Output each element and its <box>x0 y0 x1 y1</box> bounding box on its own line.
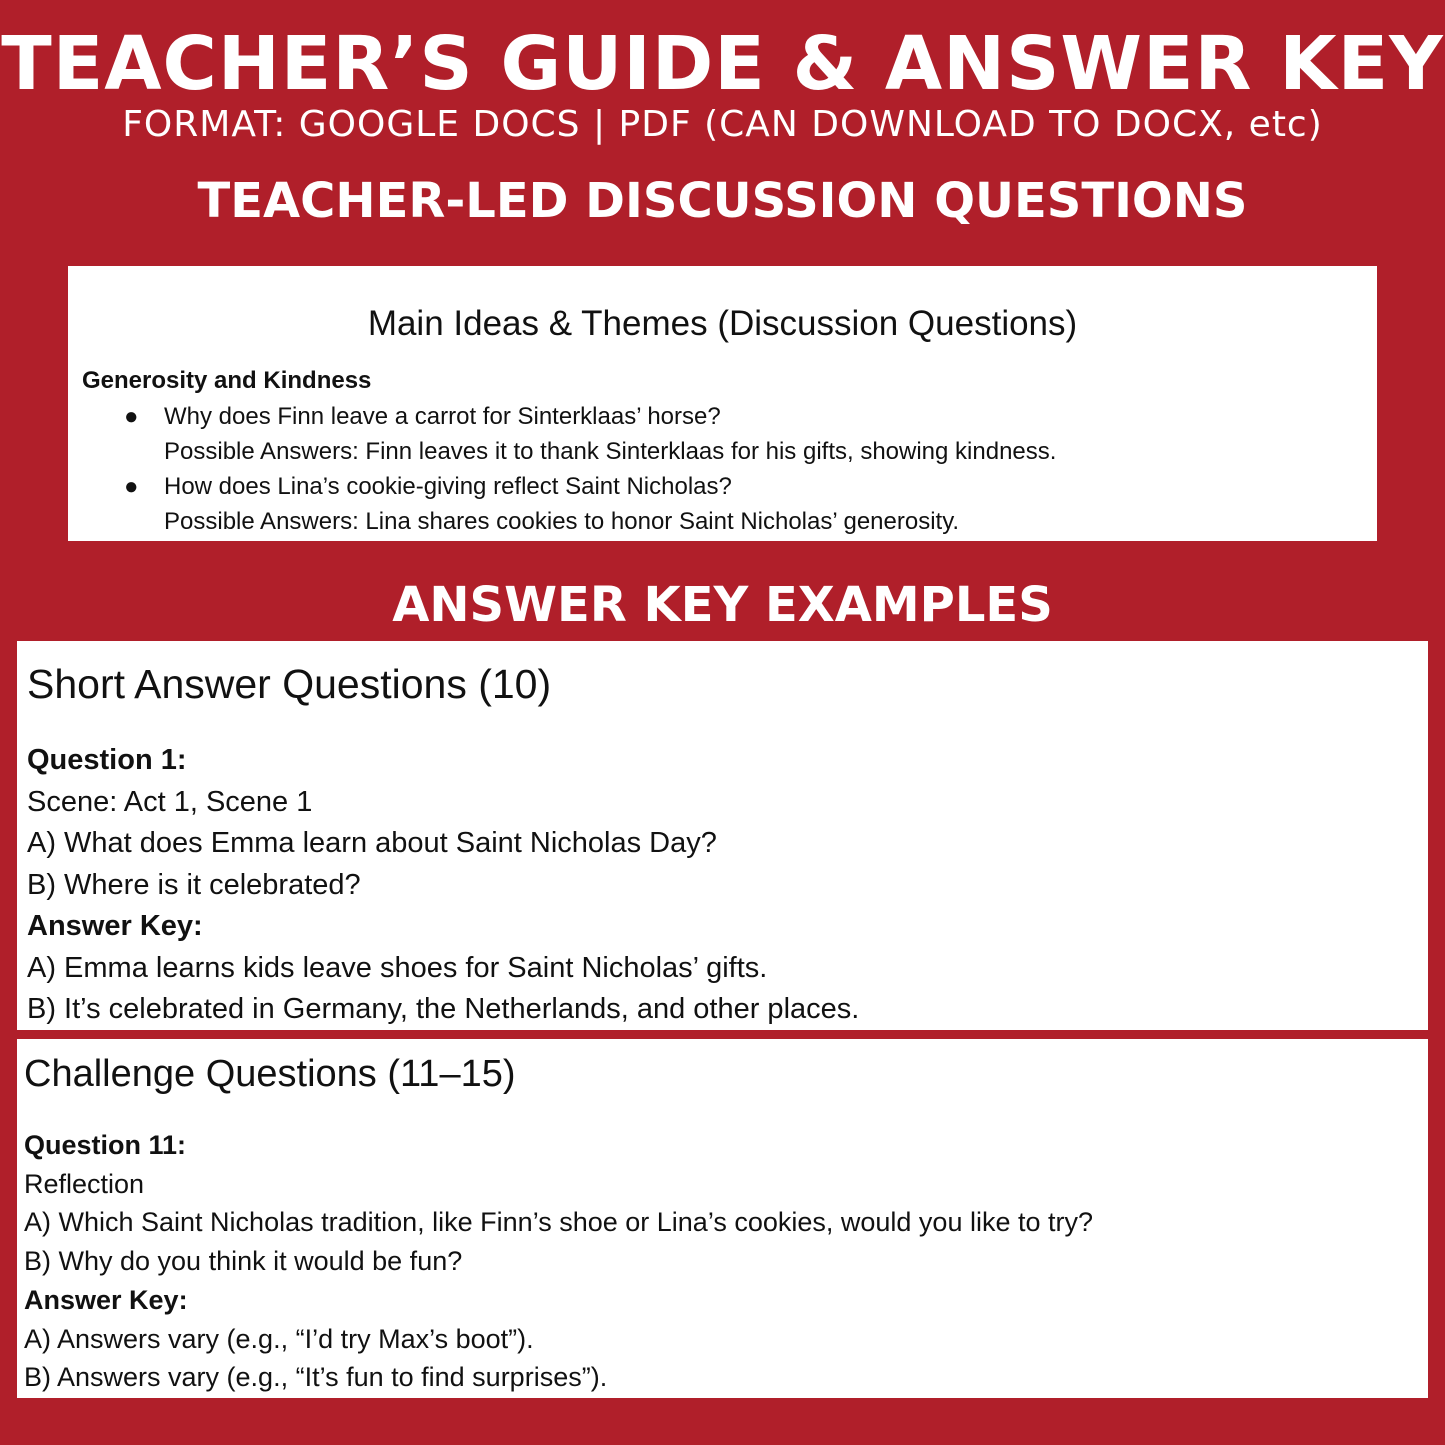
short-answer-body <box>27 740 859 1031</box>
challenge-card <box>17 1039 1428 1398</box>
question-part-a: A) What does Emma learn about Saint Nicholas Day? <box>27 827 717 859</box>
answer-part-b: B) Answers vary (e.g., “It’s fun to find surprises”). <box>24 1362 608 1393</box>
short-answer-title: Short Answer Questions (10) <box>27 661 552 707</box>
discussion-subheading: Generosity and Kindness <box>82 367 372 394</box>
list-item <box>82 399 1362 469</box>
bullet-icon: ● <box>124 403 139 430</box>
discussion-card <box>68 266 1377 541</box>
discussion-answer: Possible Answers: Lina shares cookies to honor Saint Nicholas’ generosity. <box>164 508 960 535</box>
question-part-b: B) Where is it celebrated? <box>27 868 361 901</box>
question-type: Reflection <box>24 1168 145 1199</box>
answer-key-label: Answer Key: <box>27 910 203 942</box>
answer-key-label: Answer Key: <box>24 1284 188 1315</box>
short-answer-card <box>17 641 1428 1030</box>
challenge-title: Challenge Questions (11–15) <box>24 1053 516 1095</box>
discussion-question: Why does Finn leave a carrot for Sinterklaas’ horse? <box>164 403 721 430</box>
discussion-answer: Possible Answers: Finn leaves it to thank Sinterklaas for his gifts, showing kindness. <box>164 438 1057 465</box>
question-part-a: A) Which Saint Nicholas tradition, like Finn’s shoe or Lina’s cookies, would you like to try? <box>24 1207 1094 1238</box>
question-part-b: B) Why do you think it would be fun? <box>24 1246 463 1277</box>
discussion-title: Main Ideas & Themes (Discussion Questions) <box>367 304 1078 343</box>
answer-part-a: A) Emma learns kids leave shoes for Saint Nicholas’ gifts. <box>27 951 768 984</box>
discussion-list <box>82 399 1362 539</box>
scene-line: Scene: Act 1, Scene 1 <box>27 785 313 818</box>
format-line: FORMAT: GOOGLE DOCS | PDF (CAN DOWNLOAD TO DOCX, etc) <box>122 104 1323 145</box>
bullet-icon: ● <box>124 473 139 500</box>
discussion-question: How does Lina’s cookie-giving reflect Saint Nicholas? <box>164 473 732 500</box>
page-title: TEACHER’S GUIDE & ANSWER KEY <box>1 21 1444 107</box>
discussion-heading: TEACHER-LED DISCUSSION QUESTIONS <box>197 173 1248 229</box>
answer-key-heading: ANSWER KEY EXAMPLES <box>392 577 1053 633</box>
challenge-body <box>24 1126 1093 1397</box>
answer-part-a: A) Answers vary (e.g., “I’d try Max’s boot”). <box>24 1323 534 1354</box>
question-label: Question 11: <box>24 1130 187 1160</box>
list-item <box>82 469 1362 539</box>
answer-part-b: B) It’s celebrated in Germany, the Netherlands, and other places. <box>27 993 860 1025</box>
question-label: Question 1: <box>27 744 187 776</box>
